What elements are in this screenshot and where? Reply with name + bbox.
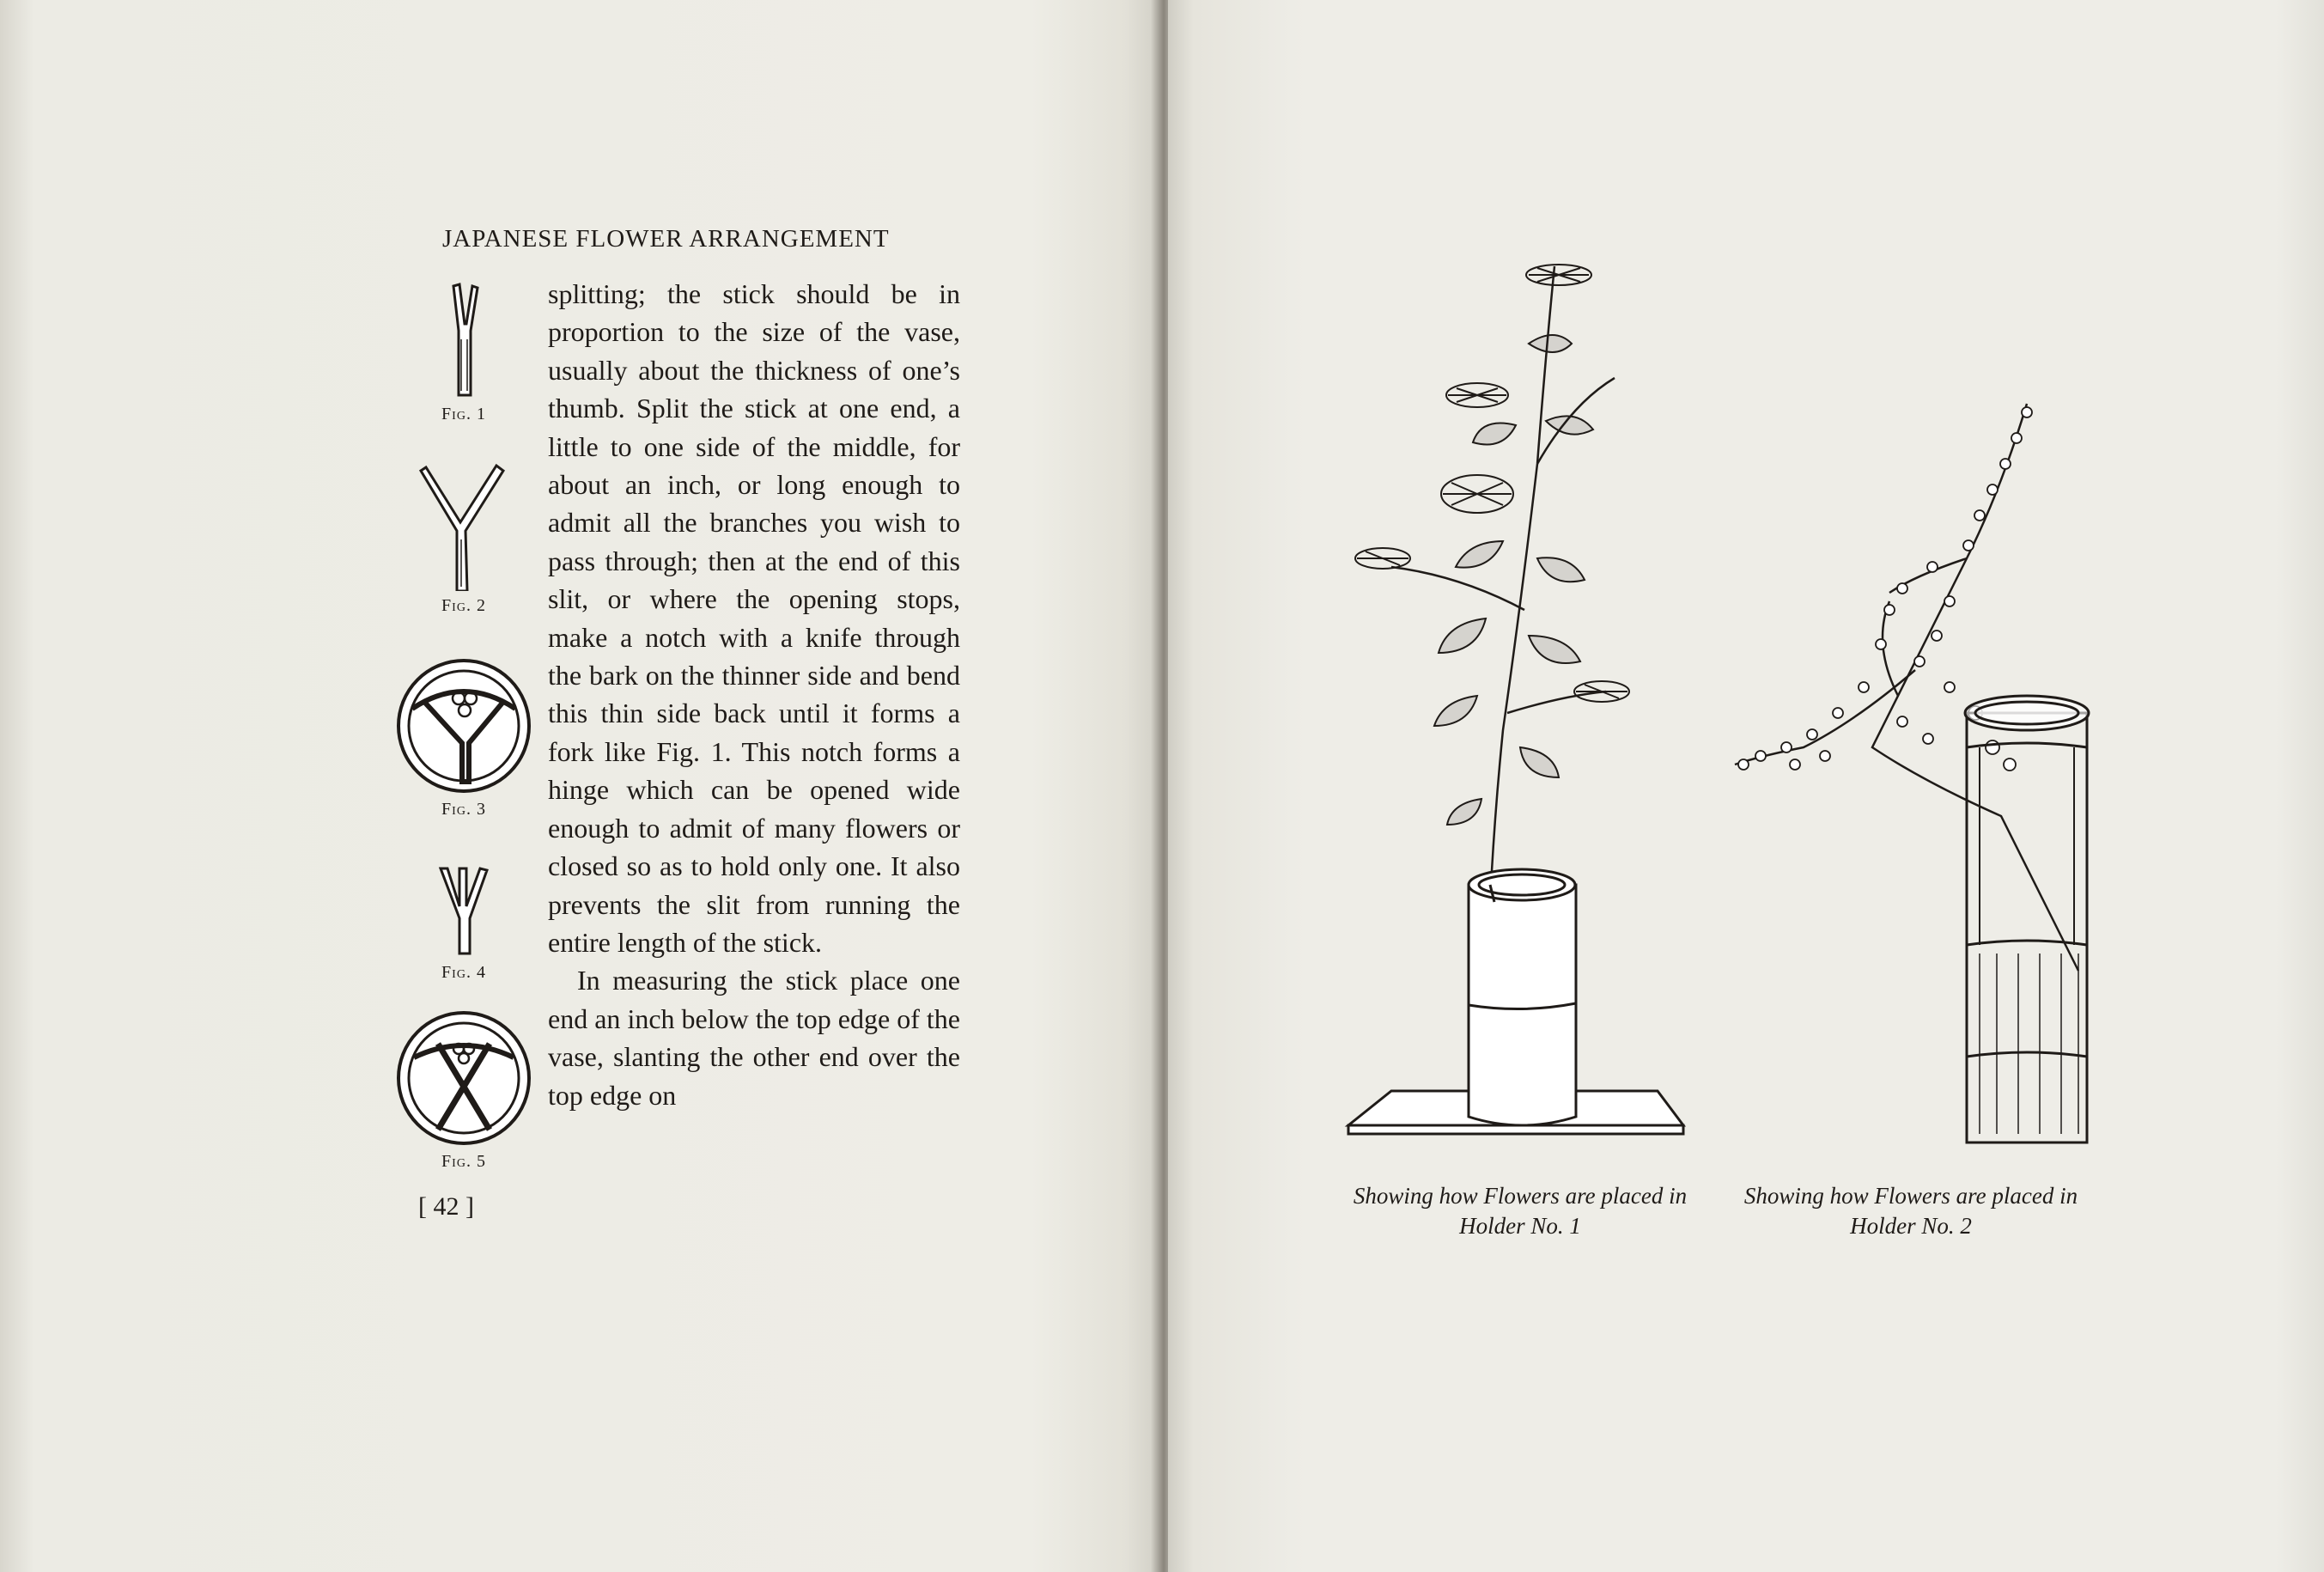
holder-in-vase-icon <box>395 657 532 795</box>
caption-holder-1-line-1: Showing how Flowers are placed in <box>1353 1183 1688 1209</box>
caption-holder-2-line-1: Showing how Flowers are placed in <box>1743 1183 2078 1209</box>
figure-3 <box>391 657 537 820</box>
paragraph-1: splitting; the stick should be in proportion to the size of the vase, usually about the thickness of one’s thumb. Split the stick at one end, a little to one side of the middle, for about an inch, or long enough to admit all the branches you wish to pass through; then at the end of this slit, or where the opening stops, make a notch with a knife through the bark on the thinner side and bend this thin side back until it forms a fork like Fig. 1. This notch forms a hinge which can be opened wide enough to admit of many flowers or closed so as to hold only one. It also prevents the slit from running the entire length of the stick. <box>548 278 960 958</box>
caption-holder-1-line-2: Holder No. 1 <box>1459 1213 1581 1239</box>
figure-4-caption: Fig. 4 <box>441 963 486 982</box>
illustration-holder-2 <box>1718 387 2121 1160</box>
figure-2 <box>404 462 524 616</box>
y-stick-icon <box>412 462 515 591</box>
figure-5-caption: Fig. 5 <box>441 1152 486 1171</box>
figure-5 <box>391 1009 537 1172</box>
plum-blossom-arrangement-icon <box>1718 387 2121 1160</box>
right-page <box>1168 0 2324 1572</box>
figure-4 <box>421 863 507 983</box>
illustration-holder-1 <box>1331 249 1692 1185</box>
forked-stick-icon <box>438 279 490 399</box>
caption-holder-1 <box>1344 1181 1696 1241</box>
body-text <box>548 275 960 1114</box>
figure-2-caption: Fig. 2 <box>441 596 486 615</box>
figure-1 <box>421 279 507 424</box>
figure-1-caption: Fig. 1 <box>441 405 486 423</box>
caption-holder-2-line-2: Holder No. 2 <box>1850 1213 1972 1239</box>
caption-holder-2 <box>1735 1181 2087 1241</box>
three-prong-stick-icon <box>434 863 494 958</box>
crossed-holder-in-vase-icon <box>395 1009 532 1147</box>
running-head: JAPANESE FLOWER ARRANGEMENT <box>442 225 890 253</box>
paragraph-2: In measuring the stick place one end an inch below the top edge of the vase, slanting the other end over the top edge on <box>548 965 960 1111</box>
figure-3-caption: Fig. 3 <box>441 800 486 819</box>
page-number: [ 42 ] <box>418 1192 474 1221</box>
chrysanthemum-arrangement-icon <box>1331 249 1692 1185</box>
